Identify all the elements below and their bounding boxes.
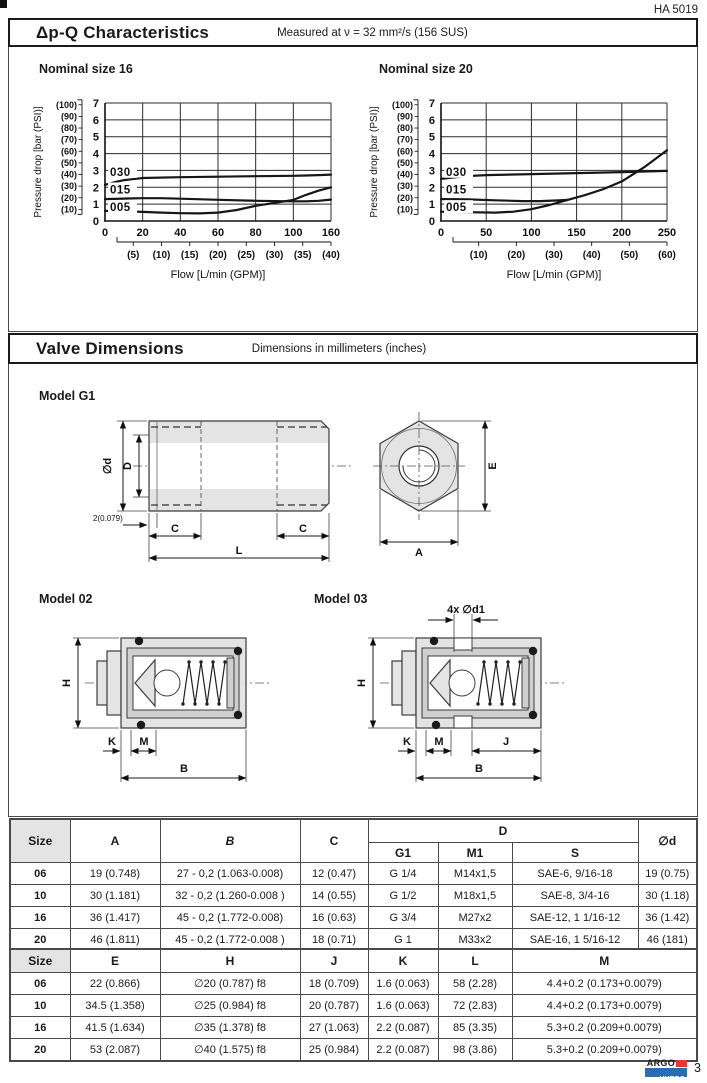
svg-text:(5): (5) — [127, 250, 140, 261]
svg-text:7: 7 — [428, 98, 435, 110]
col-header-l: L — [438, 949, 512, 973]
svg-text:Flow [L/min (GPM)]: Flow [L/min (GPM)] — [170, 269, 266, 281]
svg-text:50: 50 — [480, 227, 493, 239]
model-02-drawing — [59, 604, 319, 804]
svg-text:(60): (60) — [396, 146, 413, 157]
value-cell: SAE-6, 9/16-18 — [512, 863, 638, 885]
dim-label-b: B — [475, 763, 483, 775]
page-number: 3 — [694, 1061, 701, 1075]
svg-text:030: 030 — [446, 166, 467, 179]
argo-hytos-logo — [645, 1058, 687, 1083]
svg-text:(20): (20) — [209, 250, 227, 261]
dim-label-b: B — [180, 763, 188, 775]
logo-red-block — [676, 1060, 687, 1067]
svg-text:7: 7 — [92, 98, 99, 110]
svg-text:(30): (30) — [545, 250, 563, 261]
value-cell: G 3/4 — [368, 907, 438, 929]
svg-text:(50): (50) — [396, 157, 413, 168]
value-cell: 19 (0.75) — [638, 863, 697, 885]
dpq-chart-nominal-size-16 — [31, 89, 351, 289]
dim-label-k: K — [108, 736, 116, 748]
svg-text:0: 0 — [437, 227, 445, 239]
svg-text:80: 80 — [249, 227, 262, 239]
model-02-title: Model 02 — [39, 592, 93, 606]
dpq-section-header — [8, 18, 698, 47]
col-header-od: ∅d — [638, 819, 697, 863]
value-cell: 22 (0.866) — [70, 973, 160, 995]
chart-title-size16: Nominal size 16 — [39, 62, 133, 76]
svg-text:20: 20 — [136, 227, 149, 239]
svg-text:(35): (35) — [293, 250, 312, 261]
svg-text:150: 150 — [567, 227, 586, 239]
col-header-size: Size — [10, 949, 70, 973]
table-row — [10, 885, 697, 907]
table-row — [10, 863, 697, 885]
svg-text:(20): (20) — [60, 192, 77, 203]
corner-mark — [0, 0, 7, 8]
dim-label-d: D — [122, 462, 134, 470]
svg-text:0: 0 — [101, 227, 109, 239]
value-cell: 85 (3.35) — [438, 1017, 512, 1039]
model-03-drawing — [354, 604, 614, 804]
value-cell: SAE-8, 3/4-16 — [512, 885, 638, 907]
svg-text:(15): (15) — [180, 250, 199, 261]
valve-drawings-panel — [8, 364, 698, 817]
svg-text:(60): (60) — [60, 146, 77, 157]
col-header-g1: G1 — [368, 843, 438, 863]
value-cell: 12 (0.47) — [300, 863, 368, 885]
col-header-h: H — [160, 949, 300, 973]
svg-text:(25): (25) — [237, 250, 256, 261]
svg-text:2: 2 — [92, 182, 99, 195]
value-cell: G 1/4 — [368, 863, 438, 885]
size-cell: 16 — [10, 1017, 70, 1039]
dpq-section-title: Δp-Q Characteristics — [36, 22, 210, 42]
col-header-b: B — [160, 819, 300, 863]
size-cell: 20 — [10, 929, 70, 952]
dim-label-h: H — [356, 679, 368, 687]
model-g1-drawing — [89, 406, 519, 566]
dim-label-a: A — [415, 547, 423, 559]
value-cell: ∅40 (1.575) f8 — [160, 1039, 300, 1062]
svg-text:005: 005 — [446, 202, 467, 215]
value-cell: 1.6 (0.063) — [368, 995, 438, 1017]
svg-text:015: 015 — [446, 184, 467, 197]
svg-text:(30): (30) — [396, 181, 413, 192]
value-cell: ∅20 (0.787) f8 — [160, 973, 300, 995]
dim-label-e: E — [487, 462, 499, 470]
svg-text:100: 100 — [522, 227, 541, 239]
value-cell: 30 (1.18) — [638, 885, 697, 907]
svg-text:(40): (40) — [396, 169, 413, 180]
svg-text:015: 015 — [110, 184, 131, 197]
value-cell: 32 - 0,2 (1.260-0.008 ) — [160, 885, 300, 907]
value-cell: 45 - 0,2 (1.772-0.008) — [160, 907, 300, 929]
value-cell: 2.2 (0.087) — [368, 1039, 438, 1062]
svg-text:0: 0 — [92, 216, 99, 228]
dim-label-l: L — [235, 545, 243, 557]
value-cell: 2.2 (0.087) — [368, 1017, 438, 1039]
model-g1-title: Model G1 — [39, 389, 96, 403]
svg-text:(60): (60) — [658, 250, 676, 261]
svg-text:(20): (20) — [396, 192, 413, 203]
col-header-s: S — [512, 843, 638, 863]
svg-text:(50): (50) — [620, 250, 639, 261]
value-cell: 53 (2.087) — [70, 1039, 160, 1062]
value-cell: 72 (2.83) — [438, 995, 512, 1017]
svg-text:(10): (10) — [152, 250, 171, 261]
svg-text:(70): (70) — [60, 134, 77, 145]
logo-hytos-text: HYTOS — [659, 1076, 685, 1083]
svg-text:(30): (30) — [60, 181, 77, 192]
svg-text:(70): (70) — [396, 134, 413, 145]
value-cell: G 1 — [368, 929, 438, 952]
value-cell: 18 (0.709) — [300, 973, 368, 995]
dim-label-k: K — [403, 736, 411, 748]
svg-text:0: 0 — [428, 216, 435, 228]
value-cell: 4.4+0.2 (0.173+0.0079) — [512, 995, 697, 1017]
dimensions-section-title: Valve Dimensions — [36, 338, 184, 358]
value-cell: 34.5 (1.358) — [70, 995, 160, 1017]
dim-label-c-right: C — [299, 523, 307, 535]
svg-text:3: 3 — [92, 165, 99, 178]
svg-text:(80): (80) — [60, 123, 77, 134]
svg-text:(10): (10) — [60, 204, 77, 215]
col-header-j: J — [300, 949, 368, 973]
svg-text:(100): (100) — [391, 99, 413, 110]
svg-text:(40): (40) — [322, 250, 340, 261]
svg-text:(40): (40) — [582, 250, 601, 261]
value-cell: M14x1,5 — [438, 863, 512, 885]
logo-blue-block — [645, 1068, 687, 1083]
svg-text:2: 2 — [428, 182, 435, 195]
value-cell: 16 (0.63) — [300, 907, 368, 929]
value-cell: ∅25 (0.984) f8 — [160, 995, 300, 1017]
size-cell: 20 — [10, 1039, 70, 1062]
size-cell: 06 — [10, 973, 70, 995]
value-cell: 20 (0.787) — [300, 995, 368, 1017]
document-number: HA 5019 — [653, 4, 698, 16]
svg-text:Flow [L/min (GPM)]: Flow [L/min (GPM)] — [506, 269, 602, 281]
col-header-e: E — [70, 949, 160, 973]
value-cell: 19 (0.748) — [70, 863, 160, 885]
value-cell: 36 (1.42) — [638, 907, 697, 929]
dpq-measurement-note: Measured at ν = 32 mm²/s (156 SUS) — [277, 26, 468, 39]
value-cell: 5.3+0.2 (0.209+0.0079) — [512, 1039, 697, 1062]
dimensions-units-note: Dimensions in millimeters (inches) — [251, 342, 427, 355]
value-cell: 46 (181) — [638, 929, 697, 952]
svg-text:(90): (90) — [60, 111, 77, 122]
value-cell: 58 (2.28) — [438, 973, 512, 995]
svg-text:4: 4 — [92, 148, 99, 161]
dimensions-table-1 — [9, 818, 698, 952]
svg-text:(40): (40) — [60, 169, 77, 180]
dim-label-m: M — [434, 736, 444, 748]
table-row — [10, 973, 697, 995]
value-cell: 46 (1.811) — [70, 929, 160, 952]
svg-text:100: 100 — [284, 227, 303, 239]
value-cell: 27 (1.063) — [300, 1017, 368, 1039]
value-cell: G 1/2 — [368, 885, 438, 907]
value-cell: 30 (1.181) — [70, 885, 160, 907]
svg-text:(50): (50) — [60, 157, 77, 168]
size-cell: 10 — [10, 995, 70, 1017]
svg-text:Pressure drop [bar (PSI)]: Pressure drop [bar (PSI)] — [33, 106, 44, 218]
table-row — [10, 1017, 697, 1039]
svg-text:40: 40 — [174, 227, 187, 239]
size-cell: 06 — [10, 863, 70, 885]
svg-text:(100): (100) — [55, 99, 77, 110]
size-cell: 10 — [10, 885, 70, 907]
table-row — [10, 907, 697, 929]
value-cell: 36 (1.417) — [70, 907, 160, 929]
value-cell: M27x2 — [438, 907, 512, 929]
col-header-m1: M1 — [438, 843, 512, 863]
dim-label-c-left: C — [171, 523, 179, 535]
value-cell: ∅35 (1.378) f8 — [160, 1017, 300, 1039]
value-cell: SAE-12, 1 1/16-12 — [512, 907, 638, 929]
svg-text:5: 5 — [428, 131, 435, 144]
svg-text:250: 250 — [657, 227, 677, 239]
col-header-m: M — [512, 949, 697, 973]
dim-label-m: M — [139, 736, 149, 748]
dimensions-table-2 — [9, 948, 698, 1062]
value-cell: 14 (0.55) — [300, 885, 368, 907]
svg-text:4: 4 — [428, 148, 435, 161]
value-cell: 45 - 0,2 (1.772-0.008 ) — [160, 929, 300, 952]
value-cell: M33x2 — [438, 929, 512, 952]
dimensions-section-header — [8, 333, 698, 364]
value-cell: M18x1,5 — [438, 885, 512, 907]
table-row — [10, 995, 697, 1017]
svg-text:(90): (90) — [396, 111, 413, 122]
dim-label-holes: 4x ∅d1 — [447, 604, 485, 616]
svg-text:(10): (10) — [396, 204, 413, 215]
svg-text:1: 1 — [92, 199, 99, 212]
col-header-k: K — [368, 949, 438, 973]
value-cell: 25 (0.984) — [300, 1039, 368, 1062]
dim-label-chamfer: 2(0.079) — [93, 514, 123, 523]
table-row — [10, 1039, 697, 1062]
col-header-size: Size — [10, 819, 70, 863]
value-cell: 18 (0.71) — [300, 929, 368, 952]
svg-text:(30): (30) — [265, 250, 284, 261]
svg-text:(80): (80) — [396, 123, 413, 134]
col-header-d: D — [368, 819, 638, 843]
value-cell: 4.4+0.2 (0.173+0.0079) — [512, 973, 697, 995]
dim-label-h: H — [61, 679, 73, 687]
value-cell: 1.6 (0.063) — [368, 973, 438, 995]
size-cell: 16 — [10, 907, 70, 929]
dim-label-od: ∅d — [102, 457, 114, 475]
svg-text:3: 3 — [428, 165, 435, 178]
chart-title-size20: Nominal size 20 — [379, 62, 473, 76]
value-cell: SAE-16, 1 5/16-12 — [512, 929, 638, 952]
svg-text:200: 200 — [612, 227, 631, 239]
value-cell: 5.3+0.2 (0.209+0.0079) — [512, 1017, 697, 1039]
svg-text:5: 5 — [92, 131, 99, 144]
col-header-c: C — [300, 819, 368, 863]
dim-label-j: J — [502, 736, 510, 748]
value-cell: 27 - 0,2 (1.063-0.008) — [160, 863, 300, 885]
logo-argo-text: ARGO — [646, 1058, 675, 1068]
svg-text:(10): (10) — [469, 250, 488, 261]
svg-text:60: 60 — [211, 227, 225, 239]
svg-text:(20): (20) — [507, 250, 526, 261]
model-03-title: Model 03 — [314, 592, 368, 606]
value-cell: 98 (3.86) — [438, 1039, 512, 1062]
col-header-a: A — [70, 819, 160, 863]
dpq-chart-nominal-size-20 — [367, 89, 687, 289]
dpq-charts-panel — [8, 47, 698, 332]
svg-text:030: 030 — [110, 166, 131, 179]
svg-text:005: 005 — [110, 202, 131, 215]
svg-text:Pressure drop [bar (PSI)]: Pressure drop [bar (PSI)] — [369, 106, 380, 218]
svg-text:6: 6 — [92, 114, 99, 127]
svg-text:6: 6 — [428, 114, 435, 127]
value-cell: 41.5 (1.634) — [70, 1017, 160, 1039]
svg-text:160: 160 — [321, 227, 341, 239]
svg-text:1: 1 — [428, 199, 435, 212]
